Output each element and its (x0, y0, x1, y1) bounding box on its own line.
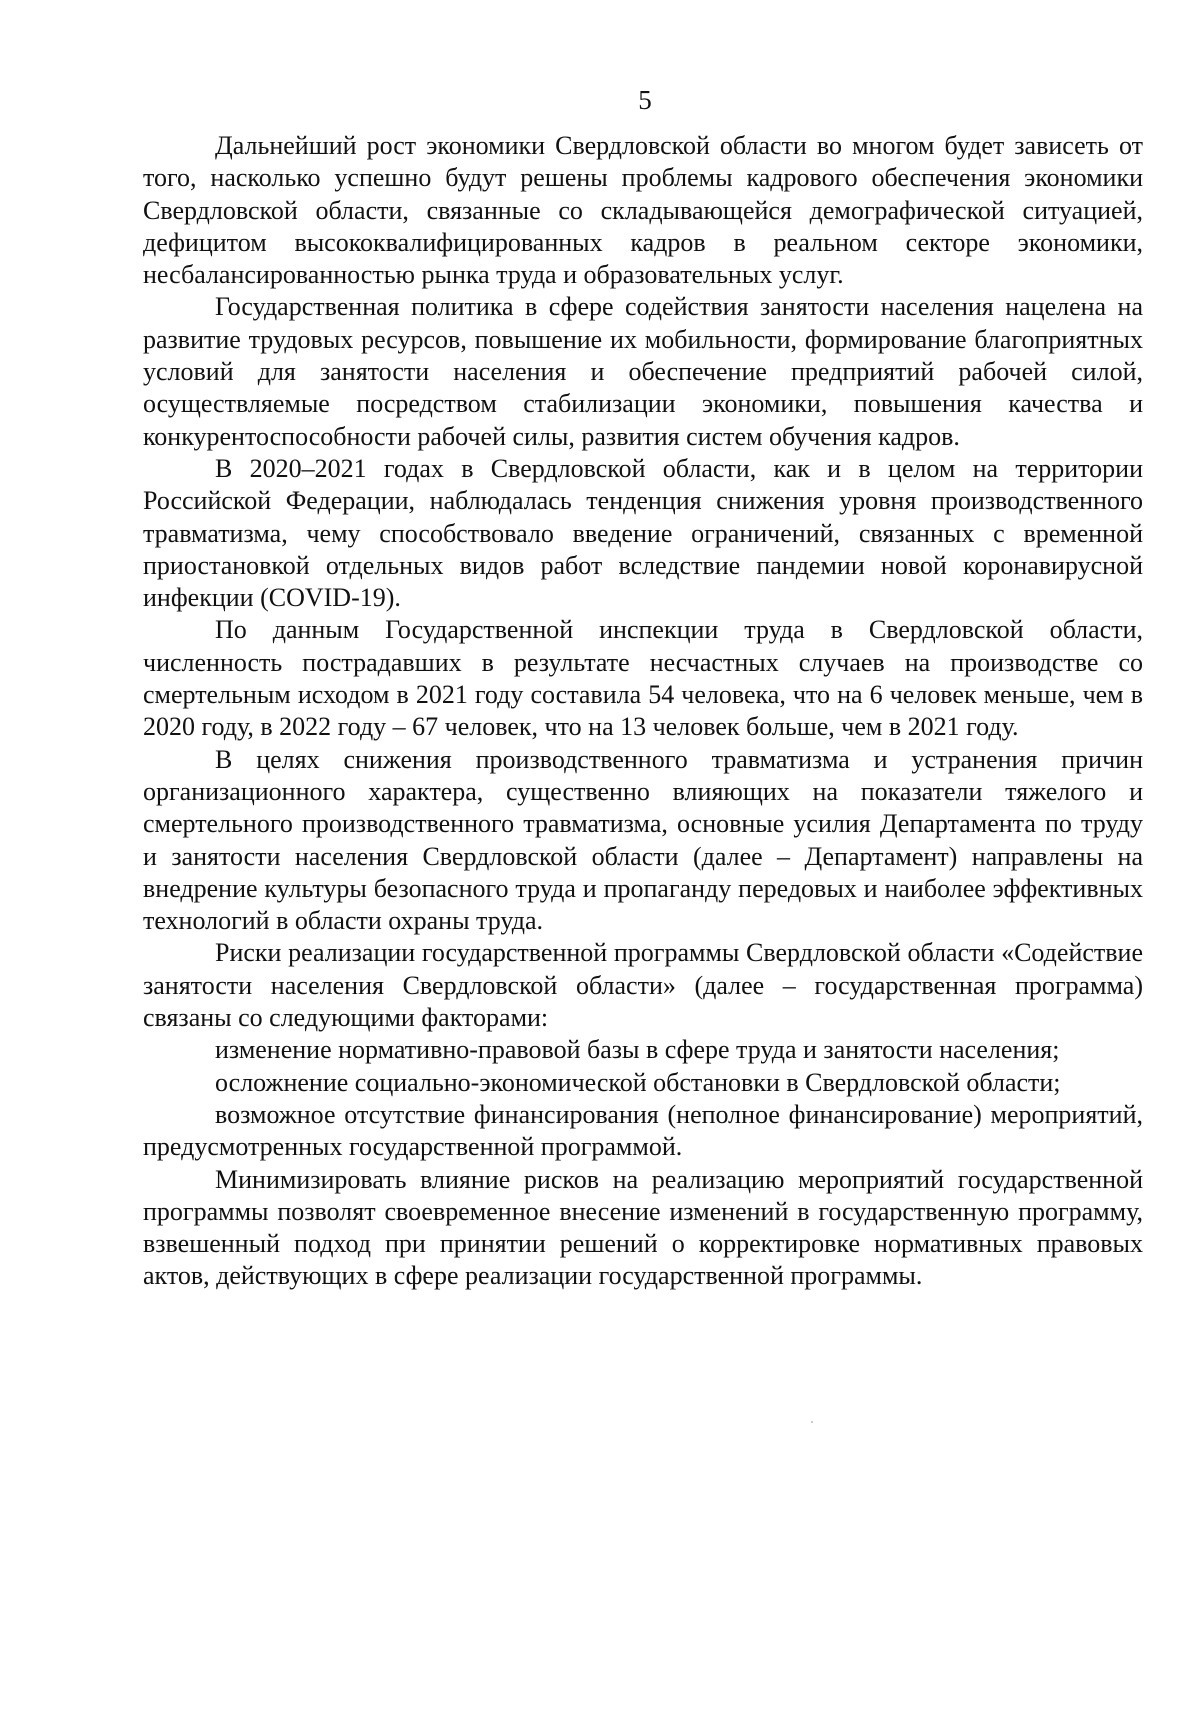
risk-factor-item: изменение нормативно-правовой базы в сфере труда и занятости населения; (215, 1035, 1060, 1065)
paragraph-program-risks: Риски реализации государственной программы Свердловской области «Содействие занятости населения Свердловской области» (далее – государственная программа) связаны со следующими факторами: (143, 938, 1143, 1033)
paragraph-injury-trend: В 2020–2021 годах в Свердловской области, как и в целом на территории Российской Федерации, наблюдалась тенденция снижения уровня производственного травматизма, чему способствовало введение ограничений, связанных с временной приостановкой отдельных видов работ вследствие пандемии новой коронавирусной инфекции (COVID-19). (143, 453, 1143, 613)
risk-factor-item: возможное отсутствие финансирования (неполное финансирование) мероприятий, предусмотренных государственной программой. (143, 1099, 1143, 1162)
risk-factor-item: осложнение социально-экономической обстановки в Свердловской области; (215, 1067, 1061, 1097)
document-body (143, 130, 1143, 1293)
page-number: 5 (638, 85, 652, 115)
paragraph-employment-policy: Государственная политика в сфере содействия занятости населения нацелена на развитие трудовых ресурсов, повышение их мобильности, формирование благоприятных условий для занятости населения и обеспечение предприятий рабочей силой, осуществляемые посредством стабилизации экономики, повышения качества и конкурентоспособности рабочей силы, развития систем обучения кадров. (143, 292, 1143, 451)
scan-dot-mark (811, 1421, 813, 1423)
paragraph-risk-minimization: Минимизировать влияние рисков на реализацию мероприятий государственной программы позволят своевременное внесение изменений в государственную программу, взвешенный подход при принятии решений о корректировке нормативных правовых актов, действующих в сфере реализации государственной программы. (143, 1164, 1143, 1291)
paragraph-economic-growth: Дальнейший рост экономики Свердловской области во многом будет зависеть от того, насколько успешно будут решены проблемы кадрового обеспечения экономики Свердловской области, связанные со складывающейся демографической ситуацией, дефицитом высококвалифицированных кадров в реальном секторе экономики, несбалансированностью рынка труда и образовательных услуг. (143, 131, 1143, 290)
paragraph-department-efforts: В целях снижения производственного травматизма и устранения причин организационного характера, существенно влияющих на показатели тяжелого и смертельного производственного травматизма, основные усилия Департамента по труду и занятости населения Свердловской области (далее – Департамент) направлены на внедрение культуры безопасного труда и пропаганду передовых и наиболее эффективных технологий в области охраны труда. (143, 744, 1143, 936)
paragraph-fatality-statistics: По данным Государственной инспекции труда в Свердловской области, численность пострадавших в результате несчастных случаев на производстве со смертельным исходом в 2021 году составила 54 человека, что на 6 человек меньше, чем в 2020 году, в 2022 году – 67 человек, что на 13 человек больше, чем в 2021 году. (143, 615, 1143, 742)
